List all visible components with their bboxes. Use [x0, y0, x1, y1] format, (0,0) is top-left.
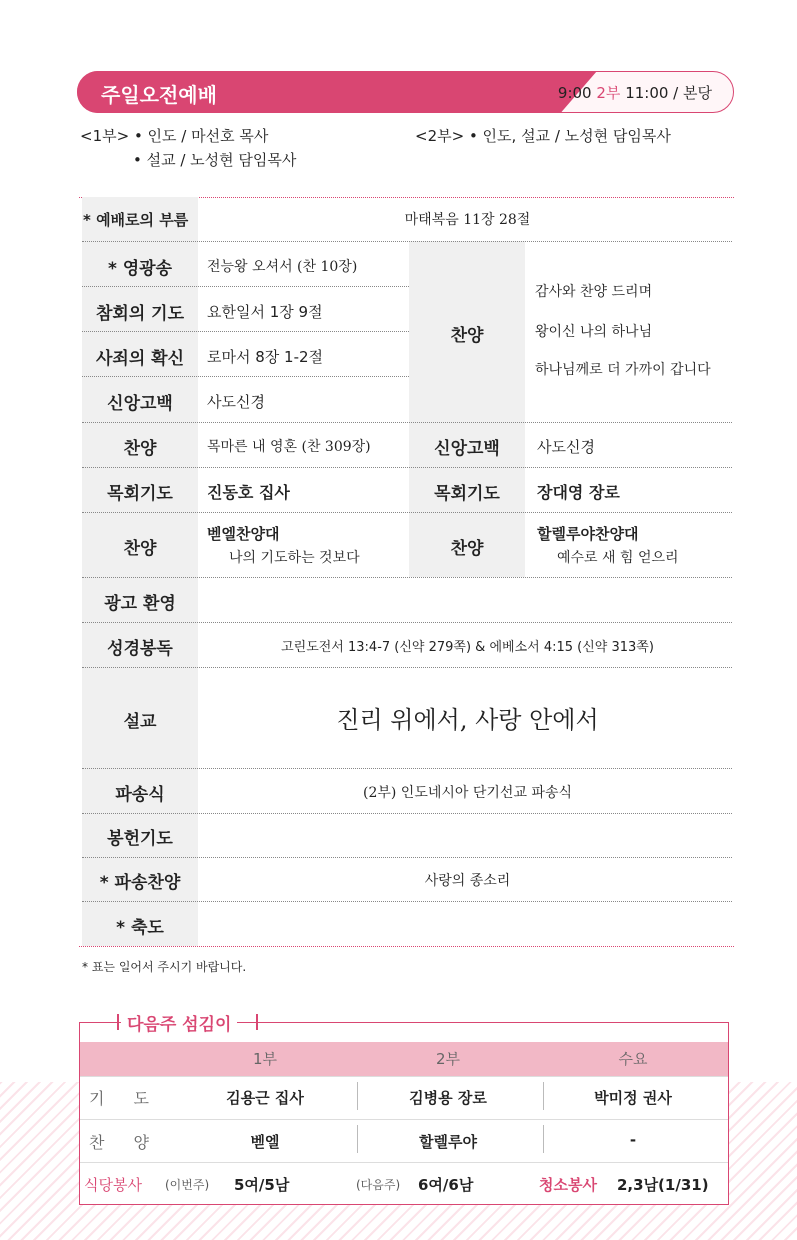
row-divider [82, 813, 732, 814]
row-label-praise: 찬 양 [89, 1133, 161, 1152]
choir1-song: 나의 기도하는 것보다 [229, 550, 360, 566]
time2: 11:00 / 본당 [620, 84, 712, 102]
service-title: 주일오전예배 [101, 83, 217, 107]
part1-preacher-line: • 설교 / 노성현 담임목사 [133, 151, 297, 169]
hymn-label: 찬양 [123, 439, 157, 459]
sending-hymn-label: * 파송찬양 [99, 873, 181, 893]
column-part1: 1부 [252, 1050, 278, 1068]
praise-line-2: 왕이신 나의 하나님 [535, 324, 653, 340]
row-divider [82, 667, 732, 668]
title-bracket-left [117, 1014, 119, 1030]
service-times [529, 82, 712, 103]
creed-label: 신앙고백 [107, 394, 173, 414]
sending-ceremony-label: 파송식 [115, 785, 165, 805]
meal-this-week: 5여/5남 [234, 1176, 290, 1194]
choir2-song: 예수로 새 힘 얻으리 [557, 550, 679, 566]
table-row [80, 1076, 728, 1077]
doxology-value: 전능왕 오셔서 (찬 10장) [207, 259, 358, 275]
offering-prayer-label: 봉헌기도 [107, 829, 173, 849]
prayer-wednesday: 박미정 권사 [594, 1089, 672, 1107]
row-divider [82, 622, 732, 623]
row-divider [82, 241, 732, 242]
creed-value: 사도신경 [207, 393, 265, 411]
cell-divider [543, 1082, 544, 1110]
divider-bottom [79, 946, 734, 947]
service-header [77, 71, 734, 113]
row-divider [82, 422, 732, 423]
meal-next-week-tag: (다음주) [356, 1178, 401, 1192]
row-divider [82, 577, 732, 578]
column-wednesday: 수요 [618, 1050, 648, 1068]
time1-label: 1부 [529, 84, 554, 102]
cell-divider [357, 1082, 358, 1110]
repentance-label: 참회의 기도 [95, 304, 185, 324]
praise-line-1: 감사와 찬양 드리며 [535, 284, 653, 300]
standing-note: * 표는 일어서 주시기 바랍니다. [82, 960, 247, 974]
absolution-value: 로마서 8장 1-2절 [207, 348, 324, 366]
row-label-prayer: 기 도 [89, 1089, 161, 1108]
cleaning-duty-value: 2,3남(1/31) [617, 1176, 709, 1194]
row-divider [82, 286, 409, 287]
prayer-part1: 김용근 집사 [226, 1089, 304, 1107]
choir1-name: 벧엘찬양대 [207, 525, 280, 543]
praise-label: 찬양 [450, 326, 484, 346]
part1-leader-line: <1부> • 인도 / 마선호 목사 [80, 127, 269, 145]
row-divider [82, 857, 732, 858]
title-bracket-right [256, 1014, 258, 1030]
cell-divider [357, 1125, 358, 1153]
row-divider [82, 901, 732, 902]
absolution-label: 사죄의 확신 [95, 349, 185, 369]
choir2-label: 찬양 [450, 539, 484, 559]
table-row [80, 1119, 728, 1120]
cleaning-duty-label: 청소봉사 [539, 1176, 597, 1194]
creed2-value: 사도신경 [537, 438, 595, 456]
sending-ceremony-value: (2부) 인도네시아 단기선교 파송식 [363, 785, 572, 801]
next-week-title: 다음주 섬김이 [121, 1010, 237, 1035]
pastoral-prayer2-value: 장대영 장로 [537, 483, 620, 502]
praise-wednesday: - [629, 1131, 637, 1149]
row-divider [82, 331, 409, 332]
order-of-service [79, 197, 734, 946]
pastoral-prayer-label: 목회기도 [107, 484, 173, 504]
pastoral-prayer-value: 진동호 집사 [207, 483, 290, 502]
part2-leader-line: <2부> • 인도, 설교 / 노성현 담임목사 [415, 127, 671, 145]
column-part2: 2부 [435, 1050, 461, 1068]
part1-leaders [80, 124, 296, 172]
call-to-worship-value: 마태복음 11장 28절 [404, 212, 531, 228]
praise-part1: 벧엘 [250, 1133, 280, 1151]
row-divider [82, 512, 732, 513]
sending-hymn-value: 사랑의 종소리 [424, 873, 511, 889]
announcements-label: 광고 환영 [104, 594, 176, 614]
meal-duty-label: 식당봉사 [84, 1176, 142, 1194]
time1: 9:00 [553, 84, 597, 102]
meal-next-week: 6여/6남 [418, 1176, 474, 1194]
scripture-value: 고린도전서 13:4-7 (신약 279쪽) & 에베소서 4:15 (신약 313쪽) [281, 640, 654, 655]
sermon-title: 진리 위에서, 사랑 안에서 [336, 706, 599, 734]
meal-this-week-tag: (이번주) [165, 1178, 210, 1192]
hymn-value: 목마른 내 영혼 (찬 309장) [207, 439, 371, 455]
choir-label: 찬양 [123, 539, 157, 559]
creed2-label: 신앙고백 [434, 439, 500, 459]
time2-label: 2부 [596, 84, 621, 102]
repentance-value: 요한일서 1장 9절 [207, 303, 323, 321]
call-to-worship-label: * 예배로의 부름 [83, 211, 189, 229]
scripture-label: 성경봉독 [107, 639, 173, 659]
praise-part2: 할렐루야 [419, 1133, 477, 1151]
part2-leaders [415, 124, 671, 148]
row-divider [82, 376, 409, 377]
benediction-label: * 축도 [116, 918, 164, 938]
pastoral-prayer2-label: 목회기도 [434, 484, 500, 504]
choir2-name: 할렐루야찬양대 [537, 525, 639, 543]
row-divider [82, 768, 732, 769]
praise-line-3: 하나님께로 더 가까이 갑니다 [535, 362, 711, 378]
row-divider [82, 467, 732, 468]
prayer-part2: 김병용 장로 [409, 1089, 487, 1107]
cell-divider [543, 1125, 544, 1153]
doxology-label: * 영광송 [107, 259, 173, 279]
sermon-label: 설교 [123, 712, 157, 732]
